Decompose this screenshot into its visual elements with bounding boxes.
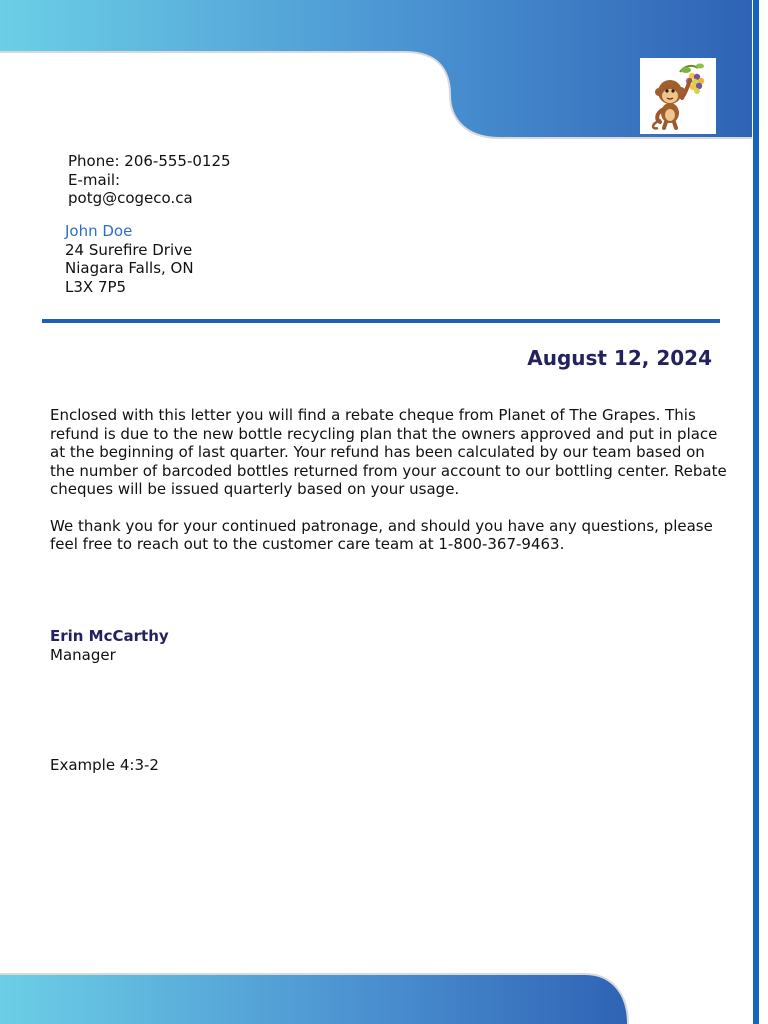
- recipient-postal: L3X 7P5: [65, 277, 127, 296]
- letter-date: August 12, 2024: [527, 346, 712, 370]
- recipient-name: John Doe: [65, 222, 133, 240]
- monkey-with-grapes-icon: [640, 58, 716, 134]
- email-label: E-mail:: [68, 170, 121, 189]
- phone-line: Phone: 206-555-0125: [68, 152, 231, 170]
- recipient-street: 24 Surefire Drive: [65, 240, 193, 259]
- signer-title: Manager: [50, 645, 116, 664]
- body-paragraph-2: We thank you for your continued patronage, and should you have any questions, please feel free to reach out to the customer care team at 1-800-367-9463.: [50, 516, 713, 553]
- recipient-address: [65, 222, 194, 296]
- right-edge-bar: [752, 0, 768, 1024]
- signature-block: [50, 627, 169, 664]
- footer-band: [0, 970, 640, 1024]
- footer-band-shape: [0, 970, 640, 1024]
- company-logo: [640, 58, 716, 134]
- divider-line: [42, 319, 720, 323]
- example-label: Example 4:3-2: [50, 756, 159, 774]
- letter-body: [50, 406, 730, 572]
- email-address: potg@cogeco.ca: [68, 189, 193, 207]
- recipient-city: Niagara Falls, ON: [65, 259, 194, 277]
- body-paragraph-1: Enclosed with this letter you will find a rebate cheque from Planet of The Grapes. This refund is due to the new bottle recycling plan that the owners approved and put in place at the beginning of last quarter. Your refund has been calculated by our team based on the number of barcoded bottles returned from your account to our bottling center. Rebate cheques will be issued quarterly based on your usage.: [50, 406, 727, 498]
- sender-contact: [68, 152, 231, 208]
- signer-name: Erin McCarthy: [50, 627, 169, 645]
